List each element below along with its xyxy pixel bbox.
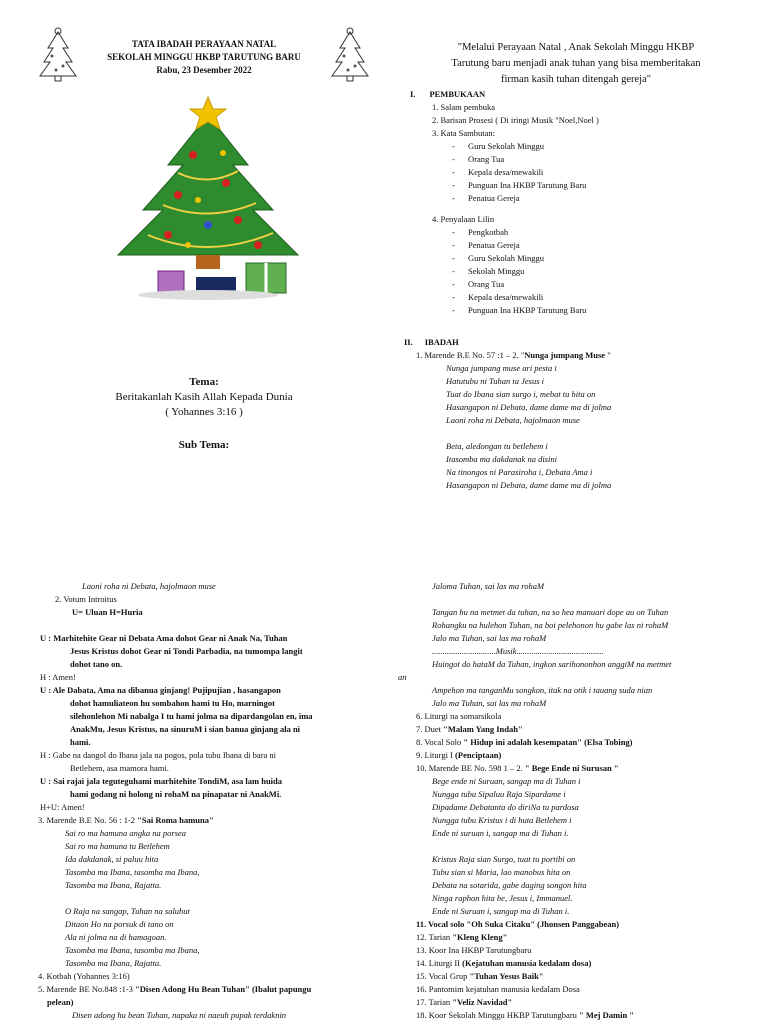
lilin-label: Punguan Ina HKBP Tarutung Baru xyxy=(468,305,587,315)
program-line: Rohangku na hulehon Tuhan, na boi pelehonon hu gabe las ni rohaM xyxy=(432,620,669,630)
list-item: 1. Salam pembuka xyxy=(432,102,496,112)
program-line: Nungga tubu Sipaluu Raja Sipardame i xyxy=(432,789,566,799)
list-item: 2. Barisan Prosesi ( Di iringi Musik "Noel,Noel ) xyxy=(432,115,599,125)
program-line: 3. Marende B.E No. 56 : 1-2 "Sai Roma hamuna" xyxy=(38,815,214,825)
quote-line3: firman kasih tuhan ditengah gereja" xyxy=(500,74,652,85)
item1-prefix: 1. Marende B.E No. 57 :1 – 2. " xyxy=(416,350,525,360)
lilin-item: - Orang Tua xyxy=(452,279,505,289)
list-item: 3. Kata Sambutan: xyxy=(432,128,496,138)
program-line: Tangan hu na metmet da tuhan, na so hea manuari dope au on Tuhan xyxy=(432,607,669,617)
program-line: Betlehem, asa mamora hami. xyxy=(70,763,169,773)
item1-song: Nunga jumpang Muse xyxy=(524,350,606,360)
list-item: Hasangapon ni Debata, dame dame ma di jolma xyxy=(446,480,612,490)
lilin-label: Guru Sekolah Minggu xyxy=(468,253,545,263)
lilin-label: Pengkotbah xyxy=(468,227,509,237)
program-line: H : Gabe na dangol do Ibana jala na pogos, pola tubu Ibana di bara ni xyxy=(40,750,277,760)
program-line: U= Uluan H=Huria xyxy=(72,607,143,617)
list-item: Tuat do Ibana sian surgo i, mebat tu hita on xyxy=(446,389,596,399)
program-line: 15. Vocal Grup "Tuhan Yesus Baik" xyxy=(416,971,544,981)
lilin-title: 4. Penyalaan Lilin xyxy=(432,214,495,224)
sambutan-label: Punguan Ina HKBP Tarutung Baru xyxy=(468,180,587,190)
program-line: Tasomba ma Ibana, tasomba ma Ibana, xyxy=(65,945,200,955)
list-item: Laoni roha ni Debata, hajolmaon muse xyxy=(446,415,580,425)
tema-verse: ( Yohannes 3:16 ) xyxy=(165,406,243,418)
program-line: Ninga raphon hita be, Jesus i, Immanuel. xyxy=(432,893,573,903)
program-line: 13. Koor Ina HKBP Tarutungbaru xyxy=(416,945,532,955)
sambutan-label: Orang Tua xyxy=(468,154,505,164)
program-line: 9. Liturgi I (Penciptaan) xyxy=(416,750,502,760)
title-line2: SEKOLAH MINGGU HKBP TARUTUNG BARU xyxy=(107,52,301,62)
program-line: AnakMu, Jesus Kristus, na sinuruM i sian banua ginjang ala ni xyxy=(70,724,301,734)
program-line: Tasomba ma Ibana, Rajatta. xyxy=(65,880,162,890)
list-item: Beta, aledongan tu betlehem i xyxy=(446,441,548,451)
lilin-label: Kepala desa/mewakili xyxy=(468,292,544,302)
program-line: H+U: Amen! xyxy=(40,802,85,812)
subtema-label: Sub Tema: xyxy=(178,439,230,451)
program-line: Jalo ma Tuhan, sai las ma rohaM xyxy=(432,698,547,708)
program-line: Tasomba ma Ibana, tasomba ma Ibana, xyxy=(65,867,200,877)
lilin-label: Sekolah Minggu xyxy=(468,266,525,276)
quote-line2: Tarutung baru menjadi anak tuhan yang bisa memberitakan xyxy=(451,58,701,69)
sambutan-item: - Penatua Gereja xyxy=(452,193,520,203)
program-line: an xyxy=(398,672,407,682)
program-line: hami godang ni holong ni rohaM na pinapatar ni AnakMi. xyxy=(70,789,282,799)
program-line: 10. Marende BE No. 598 1 – 2. " Bege Ende ni Surusan " xyxy=(416,763,619,773)
program-line: 14. Liturgi II (Kejatuhan manusia kedalam dosa) xyxy=(416,958,592,968)
item1-suffix: " xyxy=(605,350,611,360)
section2-num: II. xyxy=(404,337,413,347)
program-line: 5. Marende BE No.848 :1-3 "Disen Adong Hu Bean Tuhan" (Ibalut papungu xyxy=(38,984,312,994)
program-line: Tubu sian si Maria, lao manobus hita on xyxy=(432,867,571,877)
program-line: 18. Koor Sekolah Minggu HKBP Tarutungbaru " Mej Damin " xyxy=(416,1010,635,1020)
section2-title: IBADAH xyxy=(424,337,459,347)
program-line: 11. Vocal solo "Oh Suka Citaku" (Jhonsen Panggabean) xyxy=(416,919,620,929)
list-item: Nunga jumpang muse ari pesta i xyxy=(446,363,557,373)
program-line: dohot hamuliateon hu sombahon hami tu Ho, marningot xyxy=(70,698,275,708)
tema-block xyxy=(80,375,328,453)
lilin-item: - Penatua Gereja xyxy=(452,240,520,250)
program-title xyxy=(80,38,328,77)
program-line: U : Marhitehite Gear ni Debata Ama dohot Gear ni Anak Na, Tuhan xyxy=(40,633,288,643)
lilin-item: - Punguan Ina HKBP Tarutung Baru xyxy=(452,305,587,315)
program-line: silehonlehon Mi nabalga I tu hami jolma na dipardangolan en, ima xyxy=(70,711,313,721)
program-line: 4. Kotbah (Yohannes 3:16) xyxy=(38,971,130,981)
lilin-label: Orang Tua xyxy=(468,279,505,289)
event-date: Rabu, 23 Desember 2022 xyxy=(156,65,252,75)
program-line: 7. Duet "Malam Yang Indah" xyxy=(416,724,523,734)
program-line: U : Sai rajai jala teguteguhami marhitehite TondiM, asa lam huida xyxy=(40,776,283,786)
program-line: dohot tano on. xyxy=(70,659,123,669)
program-line: H : Amen! xyxy=(40,672,76,682)
program-line: 17. Tarian "Veliz Navidad" xyxy=(416,997,513,1007)
program-line: U : Ale Dabata, Ama na dibanua ginjang! Pujipujian , hasangapon xyxy=(40,685,281,695)
christmas-tree-illustration xyxy=(108,95,308,305)
section1-num: I. xyxy=(410,89,416,99)
program-line: Ende ni suruan i, sangap ma di Tuhan i. xyxy=(432,828,569,838)
program-line: Debata na sotarida, gabe daging songon hita xyxy=(432,880,587,890)
list-item: Hasangapon ni Debata, dame dame ma di jolma xyxy=(446,402,612,412)
list-item: Na tinongos ni Parasiroha i, Debata Ama i xyxy=(446,467,593,477)
program-line: 6. Liturgi na somarsikola xyxy=(416,711,502,721)
program-line: Jesus Kristus dohot Gear ni Tondi Parbadia, na tumompa langit xyxy=(70,646,303,656)
opening-quote xyxy=(400,40,752,88)
program-line: Nungga tubu Kristus i di huta Betlehem i xyxy=(432,815,572,825)
sambutan-item: - Punguan Ina HKBP Tarutung Baru xyxy=(452,180,587,190)
program-line: Sai ro ma hamuna angka na porsea xyxy=(65,828,187,838)
program-line: Dipadame Debatanta do diriNa tu pardosa xyxy=(432,802,579,812)
program-line: Ende ni Suruan i, sangap ma di Tuhan i. xyxy=(432,906,570,916)
program-line: Laoni roha ni Debata, hajolmaon muse xyxy=(82,581,216,591)
sambutan-item: - Guru Sekolah Minggu xyxy=(452,141,545,151)
lilin-item: - Pengkotbah xyxy=(452,227,509,237)
program-line: 12. Tarian "Kleng Kleng" xyxy=(416,932,508,942)
lilin-label: Penatua Gereja xyxy=(468,240,520,250)
sambutan-label: Kepala desa/mewakili xyxy=(468,167,544,177)
program-line: Ampehon ma tanganMu songkon, itak na otik i tauang suda nian xyxy=(432,685,653,695)
program-line: Disen adong hu bean Tuhan, napaka ni naeuh pupak terdaknin xyxy=(72,1010,287,1020)
program-line: 8. Vocal Solo " Hidup ini adalah kesempatan" (Elsa Tobing) xyxy=(416,737,633,747)
program-line: 16. Pantomim kejatuhan manusia kedalam Dosa xyxy=(416,984,580,994)
sambutan-item: - Kepala desa/mewakili xyxy=(452,167,544,177)
quote-line1: "Melalui Perayaan Natal , Anak Sekolah Minggu HKBP xyxy=(457,42,695,53)
program-line: pelean) xyxy=(47,997,74,1007)
sambutan-label: Guru Sekolah Minggu xyxy=(468,141,545,151)
small-tree-icon-right xyxy=(330,26,370,82)
program-line: O Raja na sangap, Tuhan na saluhut xyxy=(65,906,190,916)
lilin-item: - Guru Sekolah Minggu xyxy=(452,253,545,263)
program-line: Bege ende ni Suruan, sangap ma di Tuhan i xyxy=(432,776,581,786)
program-line: Tasomba ma Ibana, Rajatta. xyxy=(65,958,162,968)
title-line1: TATA IBADAH PERAYAAN NATAL xyxy=(131,39,277,49)
tema-text: Beritakanlah Kasih Allah Kepada Dunia xyxy=(115,391,293,403)
program-line: Ida dakdanak, si paluu hita xyxy=(65,854,159,864)
section-pembukaan xyxy=(410,88,750,317)
program-line: Kristus Raja sian Surgo, tuat tu portibi on xyxy=(432,854,576,864)
small-tree-icon-left xyxy=(38,26,78,82)
list-item: Itasomba ma dakdanak na disini xyxy=(446,454,557,464)
program-line: Jaloma Tuhan, sai las ma rohaM xyxy=(432,581,545,591)
lilin-item: - Sekolah Minggu xyxy=(452,266,525,276)
program-line: Sai ro ma hamuna tu Betlehem xyxy=(65,841,170,851)
section-ibadah xyxy=(404,336,754,492)
list-item: Hatutubu ni Tuhan ta Jesus i xyxy=(446,376,544,386)
program-line: Jalo ma Tuhan, sai las ma rohaM xyxy=(432,633,547,643)
program-line: ..............................Musik......................................... xyxy=(432,646,604,656)
program-line: 2. Votum Introitus xyxy=(55,594,117,604)
sambutan-item: - Orang Tua xyxy=(452,154,505,164)
sambutan-label: Penatua Gereja xyxy=(468,193,520,203)
program-line: Ditaon Ho na porsuk di tano on xyxy=(65,919,174,929)
section1-title: PEMBUKAAN xyxy=(429,89,486,99)
program-line: Huingot do hataM da Tuhan, ingkon sarihononhon anggiM na metmet xyxy=(432,659,672,669)
program-line: hami. xyxy=(70,737,91,747)
program-line: Ala ni jolma na di hamagoan. xyxy=(65,932,167,942)
lilin-item: - Kepala desa/mewakili xyxy=(452,292,544,302)
tema-label: Tema: xyxy=(189,376,219,388)
